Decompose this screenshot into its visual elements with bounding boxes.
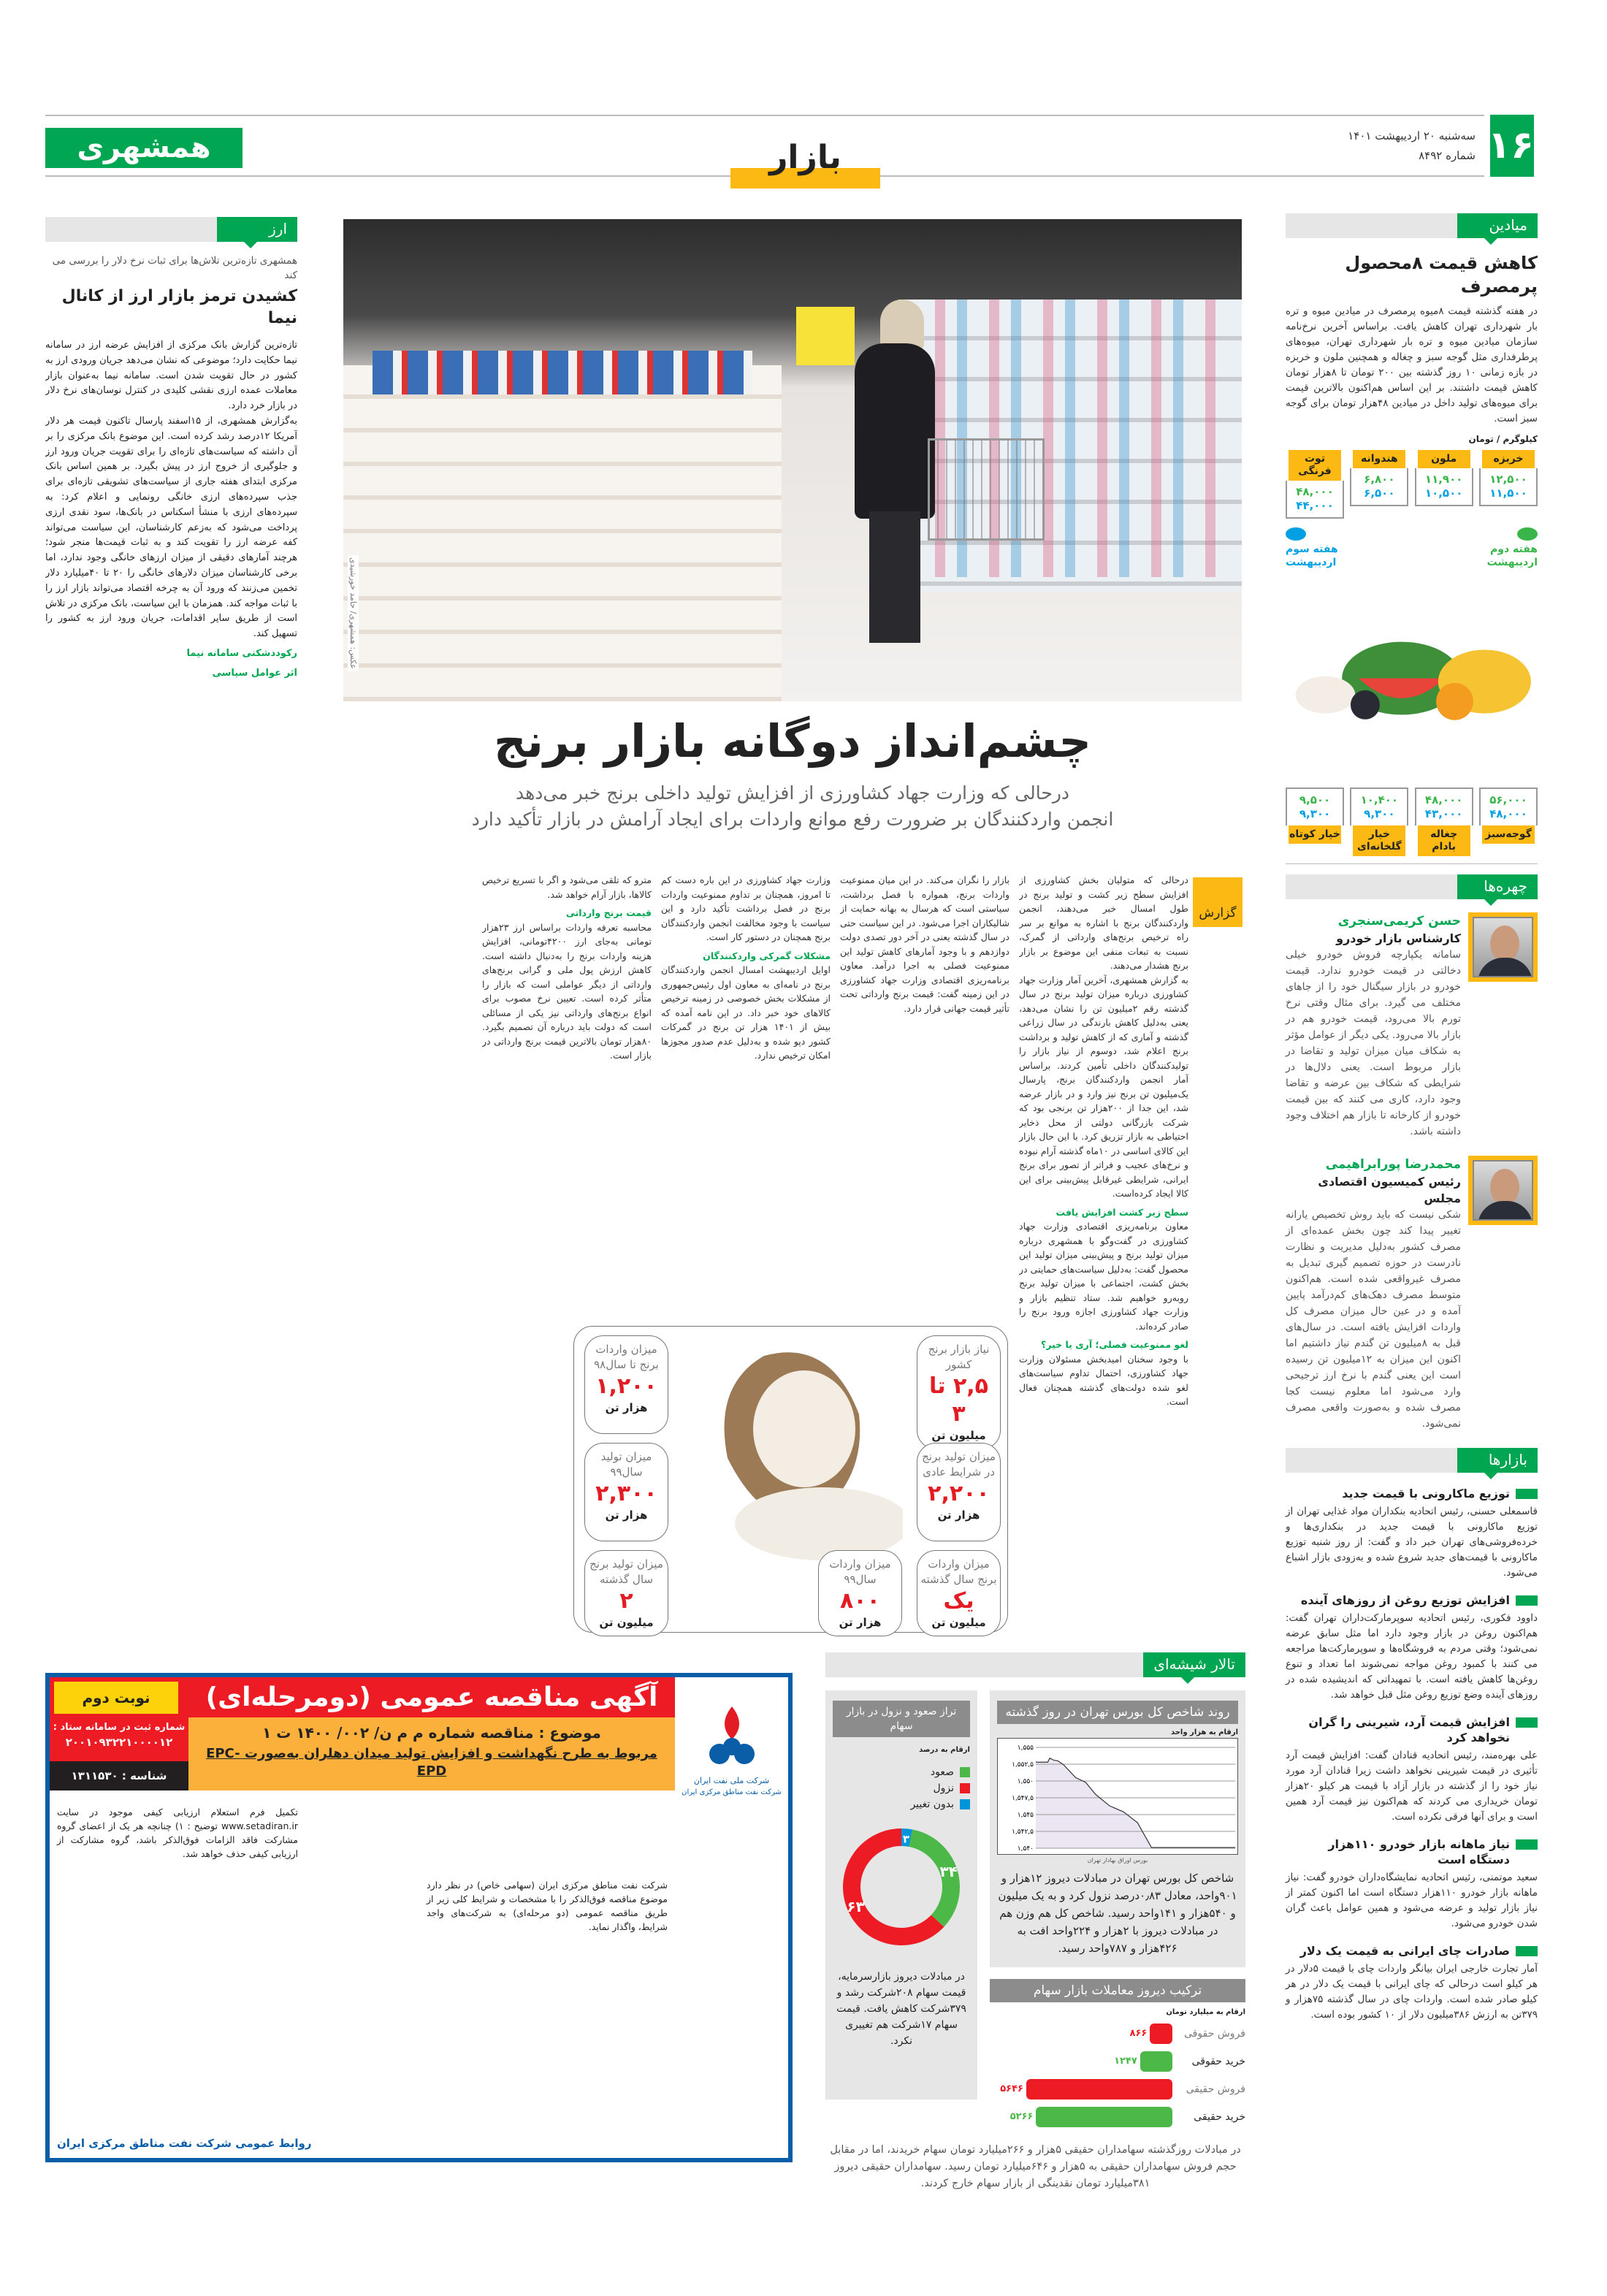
person-quote: شکی نیست که باید روش تخصیص یارانه تغییر پیدا کند چون بخش عمده‌ای از مصرف کشور به‌دلیل مدیریت و نظارت نادرست در حوزه تصمیم گیری تبدیل به مصرف غیرواقعی شده است. هم‌اکنون متوسط مصرف دهک‌های کم‌درآمد پایین آمده و در عین حال میزان مصرف کل واردات افزایش یافته است. در سال‌های قبل به ۸میلیون تن گندم نیاز داشتیم اما اکنون این میزان به ۱۲میلیون تن رسیده است این یعنی گندم با نرخ ارز ترجیحی وارد می‌شود اما معلوم نیست کجا مصرف شده و به‌صورت واقعی مصرف نمی‌شود. <box>1286 1209 1462 1430</box>
avatar-pourebrahimi <box>1468 1156 1538 1225</box>
index-line-chart <box>997 1738 1238 1855</box>
bar-category-label: فروش حقوقی <box>1183 2028 1245 2040</box>
tender-subject: موضوع : مناقصه شماره م م ن/ ۰۰۲/ ۱۴۰۰ ت ۱ <box>262 1724 601 1742</box>
faces-section-bar <box>1286 874 1538 899</box>
currency-subhead: رکوددشکنی سامانه نیما <box>186 647 297 659</box>
fruits-section <box>1286 213 1538 856</box>
y-tick-label: ۱,۵۴۰ <box>1017 1845 1034 1853</box>
bar-value-label: ۱۲۴۷ <box>1114 2056 1137 2067</box>
fruit-name: هندوانه <box>1353 450 1405 468</box>
bar-value-label: ۸۶۶ <box>1129 2028 1148 2039</box>
fruit-price-card <box>1350 787 1408 856</box>
tender-body-right: شرکت نفت مناطق مرکزی ایران (سهامی خاص) در نظر دارد موضوع مناقصه فوق‌الذکر را با مشخصات و شرایط کلی زیر از طریق مناقصه عمومی (دو مرحله‌ای) به شرکت‌های واجد شرایط، واگذار نماید. <box>427 1880 668 1932</box>
market-news-item <box>1286 1593 1538 1703</box>
article-paragraph: بازار را نگران می‌کند. در این میان ممنوعیت واردات برنج، همواره با فصل برداشت، سیاستی است که هرسال به بهانه حمایت از شالیکاران اجرا می‌شود. در این سیاست حتی در سال گذشته یعنی در آخر دور تصدی دولت دوازدهم و با وجود آمارهای کاهش تولید این ممنوعیت فصلی به اجرا درآمد. معاون برنامه‌ریزی اقتصادی وزارت جهاد کشاورزی در این زمینه گفت: قیمت برنج وارداتی تحت تأثیر قیمت جهانی قرار دارد. <box>840 874 1009 1014</box>
article-subhead: لغو ممنوعیت فصلی؛ آری یا خیر؟ <box>1041 1339 1188 1350</box>
bar <box>1036 2107 1172 2127</box>
y-tick-label: ۱,۵۴۲,۵ <box>1012 1828 1034 1836</box>
currency-paragraph: به‌گزارش همشهری، از ۱۵اسفند پارسال تاکنون قیمت هر دلار آمریکا ۱۲درصد رشد کرده است. این موضوع بانک مرکزی را بر آن داشته که سیاست‌های تازه‌ای را برای تقویت جریان ورود ارز و جلوگیری از خروج ارز در پیش بگیرد. بر همین اساس بانک مرکزی ابتدای هفته جاری از سیاست‌های تشویقی تازه‌ای برای جذب سپرده‌های ارزی خانگی رونمایی و اعلام کرد: به سپرده‌های ارزی با منشأ اسکناس در بانک‌ها، سود نقدی ارزی پرداخت می‌شود که به‌زعم کارشناسان، این سیاست می‌تواند کفه عرضه ارز را تقویت کند و به ثبات قیمت‌ها منجر شود؛ هرچند آمارهای دقیقی از میزان ارزهای خانگی وجود ندارد، اما برخی کارشناسان میزان دلارهای خانگی را ۲۰ تا ۴۰میلیارد دلار تخمین می‌زنند که ورود آن به چرخه اقتصاد می‌تواند بازار ارز را با ثبات مواجه کند. همزمان با این سیاست، بانک مرکزی در تلاش است از طریق سایر اقدامات، جریان ورود ارز به کشور را تسهیل کند. <box>45 415 297 640</box>
rice-stat-card <box>917 1335 1001 1449</box>
index-text: شاخص کل بورس تهران در مبادلات دیروز ۱۲هزار و ۹۰۱واحد، معادل ۰٫۸۳درصد نزول کرد و به یک میلیون و ۵۴۰هزار و ۱۴۱واحد رسید. شاخص کل هم وزن هم در مبادلات دیروز با ۲هزار و ۲۲۴واحد افت به ۴۲۶هزار و ۷۸۷واحد رسید. <box>998 1872 1237 1955</box>
market-news-item <box>1286 1486 1538 1581</box>
rice-stat-label: میزان تولید برنج در شرایط عادی <box>922 1450 996 1479</box>
composition-bar-chart <box>990 2018 1245 2132</box>
newspaper-logo[interactable]: همشهری <box>45 128 243 168</box>
logo-line1: شرکت ملی نفت ایران <box>693 1776 770 1785</box>
main-subtitle-line2: انجمن واردکنندگان بر ضرورت رفع موانع واردات برای ایجاد آرامش در بازار تأکید دارد <box>471 809 1114 830</box>
currency-section-tag: ارز <box>217 217 297 242</box>
rice-stat-card <box>818 1550 902 1636</box>
bar-value-label: ۵۶۴۶ <box>1000 2083 1023 2094</box>
fruit-prices-bottom-row <box>1286 787 1538 856</box>
rice-stat-card <box>917 1443 1001 1541</box>
rice-stat-value: ۲ <box>619 1588 633 1614</box>
bar <box>1150 2024 1172 2044</box>
legend-label: نزول <box>933 1782 954 1794</box>
header-top-rule <box>45 115 1484 116</box>
market-news-body: قاسمعلی حسنی، رئیس اتحادیه بنکداران مواد غذایی تهران از توزیع ماکارونی با قیمت جدید در بنکداری‌ها و خرده‌فروشی‌های تهران خبر داد و گفت: از روز شنبه توزیع ماکارونی با قیمت‌های جدید شروع شده و به‌زودی بازار اشباع می‌شود. <box>1286 1506 1538 1579</box>
index-chart-source: بورس اوراق بهادار تهران <box>1087 1857 1148 1864</box>
fruit-name: خیار گلخانه‌ای <box>1353 825 1405 856</box>
market-news-body: علی بهره‌مند، رئیس اتحادیه قنادان گفت: افزایش قیمت آرد تأثیری در قیمت شیرینی نخواهد داشت زیرا قنادان آرد مورد نیاز خود را از گذشته در بازار آزاد با قیمت هر کیلو ۲۰هزار تومان خریداری می کردند که هم‌اکنون نیز قیمت آرد همین است و برای آنها فرقی نکرده است. <box>1286 1750 1538 1823</box>
markets-section-bar <box>1286 1448 1538 1473</box>
rice-stat-value: ۲,۲۰۰ <box>928 1481 990 1506</box>
composition-unit-note: ارقام به میلیارد تومان <box>1166 2008 1245 2016</box>
rice-stat-card <box>584 1550 668 1636</box>
main-subtitle-line1: درحالی که وزارت جهاد کشاورزی از افزایش تولید داخلی برنج خبر می‌دهد <box>515 782 1070 804</box>
currency-paragraph: تازه‌ترین گزارش بانک مرکزی از افزایش عرضه ارز در سامانه نیما حکایت دارد؛ موضوعی که نشان می‌دهد جریان ورودی ارز به کشور در حال تقویت شدن است. سامانه نیما به‌عنوان بازار معاملات عمده ارزی نقشی کلیدی در کنترل نوسان‌های نرخ دلار در بازار خرد دارد. <box>45 340 297 412</box>
tender-subject-box <box>188 1717 675 1790</box>
tender-ad <box>45 1673 793 2162</box>
index-unit-note: ارقام به هزار واحد <box>1170 1728 1238 1736</box>
stocks-charts-row <box>825 1690 1245 2132</box>
page-number: ۱۶ <box>1490 115 1534 177</box>
y-tick-label: ۱,۵۴۷,۵ <box>1012 1795 1034 1802</box>
stocks-section-bar <box>825 1652 1245 1677</box>
fruit-prices <box>1350 468 1408 506</box>
legend-label: صعود <box>930 1766 954 1778</box>
market-news-title[interactable]: افزایش قیمت آرد، شیرینی را گران نخواهد کرد <box>1286 1715 1538 1745</box>
person-quote: سامانه یکپارچه فروش خودرو خیلی دخالتی در قیمت خودرو ندارد. قیمت خودرو در بازار سیگنال خود را از جاهای مختلف می گیرد. برای مثال وقتی نرخ تورم بالا می‌رود، قیمت خودرو هم در بازار بالا می‌رود. یکی دیگر از عوامل مؤثر به شکاف میان میزان تولید و تقاضا در بازار مربوط است. یعنی دلال‌ها در شرایطی که شکاف بین عرضه و تقاضا وجود دارد، کاری می کنند که بین قیمت خودرو از کارخانه تا بازار هم اختلاف وجود داشته باشد. <box>1286 949 1461 1137</box>
legend-swatch <box>960 1783 970 1793</box>
rice-stat-value: ۲,۵ تا ۳ <box>928 1373 988 1427</box>
fruit-name: خربزه <box>1482 450 1535 468</box>
fruit-price-card <box>1415 450 1473 506</box>
fruit-price-card <box>1479 450 1538 506</box>
market-news-title[interactable]: صادرات چای ایرانی به قیمت یک دلار <box>1286 1943 1538 1959</box>
week2-price: ۱۲,۵۰۰ <box>1489 473 1527 486</box>
week2-price: ۶,۸۰۰ <box>1364 473 1395 486</box>
donut-label: ۳ <box>902 1832 909 1846</box>
stocks-section-tag: تالار شیشه‌ای <box>1143 1652 1245 1677</box>
article-column-1 <box>1019 873 1188 1625</box>
article-subhead: قیمت برنج وارداتی <box>565 907 652 918</box>
nioc-logo <box>675 1677 788 1864</box>
y-tick-label: ۱,۵۴۵ <box>1017 1812 1034 1819</box>
section-title: بازار <box>769 139 841 176</box>
report-label: گزارش <box>1193 877 1243 927</box>
bar-value-label: ۵۲۶۶ <box>1009 2111 1034 2122</box>
stocks-section <box>825 1690 1245 2192</box>
market-news-title[interactable]: افزایش توزیع روغن از روزهای آینده <box>1286 1593 1538 1608</box>
rice-sack-illustration <box>684 1341 903 1568</box>
right-column-lower <box>1286 874 1538 2034</box>
person-role: رئیس کمیسیون اقتصادی مجلس <box>1318 1175 1461 1205</box>
article-paragraph: مترو که تلقی می‌شود و اگر با تسریع ترخیص کالاها، بازار آرام خواهد شد. <box>482 874 652 900</box>
rice-stat-label: میزان تولید سال۹۹ <box>600 1450 652 1479</box>
article-column-2 <box>840 873 1009 1311</box>
article-paragraph: با وجود سخنان امیدبخش مسئولان وزارت جهاد کشاورزی، احتمال تداوم سیاست‌های لغو شده دولت‌های گذشته همچنان فعال است. <box>1019 1353 1188 1407</box>
index-panel <box>990 1690 1245 1967</box>
rice-stat-label: میزان واردات برنج سال گذشته <box>920 1557 997 1586</box>
article-paragraph: معاون برنامه‌ریزی اقتصادی وزارت جهاد کشاورزی در گفت‌وگو با همشهری درباره میزان تولید برنج و پیش‌بینی میزان تولید این محصول گفت: به‌دلیل سیاست‌های حمایتی در بخش کشت، اجتماعی با میزان تولید برنج روبه‌رو خواهیم شد. ستاد تنظیم بازار و وزارت جهاد کشاورزی اجازه ورود برنج را صادر کرده‌اند. <box>1019 1221 1188 1332</box>
composition-panel <box>990 1979 1245 2132</box>
article-paragraph: اوایل اردیبهشت امسال انجمن واردکنندگان برنج در نامه‌ای به معاون اول رئیس‌جمهوری از مشکلات بخش خصوصی در زمینه ترخیص کالاهای خود خبر داد. در این نامه آمده که بیش از ۱۴۰۱ هزار تن برنج در گمرکات کشور دپو شده و به‌دلیل عدم صدور مجوزها امکان ترخیص ندارد. <box>661 964 831 1061</box>
week2-price: ۴۸,۰۰۰ <box>1424 793 1463 806</box>
market-news-item <box>1286 1715 1538 1825</box>
currency-section <box>45 217 297 1631</box>
tender-id: شناسه : ۱۳۱۱۵۳۰ <box>50 1761 188 1790</box>
week2-price: ۴۸,۰۰۰ <box>1296 485 1334 498</box>
person-karimi-text <box>1286 912 1461 1140</box>
article-paragraph: درحالی که متولیان بخش کشاورزی از افزایش سطح زیر کشت و تولید برنج در طول امسال خبر می‌دهند، انجمن واردکنندگان برنج با اشاره به موانع بر سر راه ترخیص برنج‌های وارداتی از گمرک، نسبت به تبعات منفی این موضوع بر بازار برنج هشدار می‌دهند. <box>1019 874 1188 971</box>
rice-stat-label: میزان واردات برنج تا سال۹۸ <box>594 1343 659 1371</box>
rice-stat-label: میزان واردات سال۹۹ <box>829 1557 891 1586</box>
fruit-prices <box>1350 787 1408 825</box>
rice-stat-unit: میلیون تن <box>599 1616 654 1629</box>
week3-price: ۶,۵۰۰ <box>1364 487 1395 500</box>
fruits-section-tag: میادین <box>1457 213 1538 238</box>
bar-category-label: فروش حقیقی <box>1186 2083 1245 2095</box>
fruits-legend <box>1286 527 1538 569</box>
currency-subhead: اثر عوامل سیاسی <box>212 667 297 679</box>
fruit-prices-top-row <box>1286 450 1538 519</box>
week2-price: ۱۱,۹۰۰ <box>1424 473 1463 486</box>
article-subhead: مشکلات گمرکی واردکنندگان <box>703 950 831 961</box>
rice-store-photo <box>343 219 1242 701</box>
bar <box>1026 2079 1172 2099</box>
fruits-unit: کیلوگرم / تومان <box>1468 434 1538 444</box>
fruit-price-card <box>1286 787 1344 844</box>
divider <box>1286 863 1538 864</box>
fruit-prices <box>1286 787 1344 825</box>
tender-round: نوبت دوم <box>54 1682 178 1714</box>
setad-label: شماره ثبت در سامانه ستاد : <box>53 1722 186 1733</box>
tender-project: مربوط به طرح نگهداشت و افزایش تولید میدان دهلران به‌صورت EPC-EPD <box>206 1746 657 1779</box>
fruit-name: خیار کوتاه <box>1289 825 1341 844</box>
breadth-panel <box>825 1690 977 2099</box>
breadth-unit-note: ارقام به درصد <box>919 1746 970 1754</box>
market-news-title[interactable]: توزیع ماکارونی با قیمت جدید <box>1286 1486 1538 1501</box>
market-news-title[interactable]: نیاز ماهانه بازار خودرو ۱۱۰هزار دستگاه است <box>1286 1837 1538 1867</box>
breadth-chart-title: تراز صعود و نزول در بازار سهام <box>833 1701 970 1737</box>
rice-stat-unit: هزار تن <box>937 1509 980 1522</box>
week3-legend: هفته سوم اردیبهشت <box>1286 544 1338 568</box>
fruit-price-card <box>1415 787 1473 856</box>
week3-price: ۱۰,۵۰۰ <box>1424 487 1463 500</box>
fruit-prices <box>1286 481 1344 519</box>
legend-swatch <box>960 1799 970 1809</box>
week3-price: ۴۴,۰۰۰ <box>1296 499 1334 512</box>
week2-legend-dot <box>1517 527 1538 541</box>
fruit-prices <box>1479 468 1538 506</box>
fruit-prices <box>1415 787 1473 825</box>
issue-number: شماره ۸۴۹۲ <box>1419 149 1476 162</box>
fruit-name: چغاله بادام <box>1418 825 1470 856</box>
fruit-prices <box>1479 787 1538 825</box>
rice-stat-value: یک <box>943 1588 974 1614</box>
y-tick-label: ۱,۵۵۲,۵ <box>1012 1761 1034 1769</box>
currency-kicker: همشهری تازه‌ترین تلاش‌ها برای ثبات نرخ دلار را بررسی می کند <box>52 255 297 281</box>
article-paragraph: وزارت جهاد کشاورزی در این باره دست کم تا امروز، همچنان بر تداوم ممنوعیت واردات برنج در فصل برداشت تأکید دارد و این سیاست با وجود مخالفت انجمن واردکنندگان برنج همچنان در دستور کار است. <box>661 874 831 942</box>
week2-price: ۱۰,۴۰۰ <box>1360 793 1399 806</box>
article-column-3 <box>661 873 831 1311</box>
legend-item <box>833 1766 970 1779</box>
y-tick-label: ۱,۵۵۰ <box>1017 1778 1034 1785</box>
rice-stat-card <box>917 1550 1001 1636</box>
composition-text: در مبادلات روزگذشته سهامداران حقیقی ۵هزار و ۲۶۶میلیارد تومان سهام خریدند، اما در مقابل حجم فروش سهامداران حقیقی به ۵هزار و ۶۴۶میلیارد تومان رسید. سهامداران حقیقی دیروز ۳۸۱میلیارد تومان نقدینگی از بازار سهام خارج کردند. <box>830 2144 1241 2189</box>
fruits-section-bar <box>1286 213 1538 238</box>
rice-stat-card <box>584 1443 668 1541</box>
tender-body-left: تکمیل فرم استعلام ارزیابی کیفی موجود در سایت www.setadiran.ir توضیح : ۱) چنانچه هر یک از اعضای گروه مشارکت فاقد الزامات فوق‌الذکر باشد، گروه مشارکت از ارزیابی کیفی حذف خواهد شد. <box>57 1807 298 1859</box>
issue-date: سه‌شنبه ۲۰ اردیبهشت ۱۴۰۱ <box>1348 129 1476 142</box>
person-karimi <box>1286 912 1538 1140</box>
bar-category-label: خرید حقوقی <box>1191 2056 1245 2067</box>
fruits-body: در هفته گذشته قیمت ۸میوه پرمصرف در میادین میوه و تره بار شهرداری تهران کاهش یافت. براساس آخرین نرخ‌نامه سازمان میادین میوه و تره بار شهرداری تهران، میوه‌های پرطرفداری مثل گوجه سبز و چغاله و همچنین ملون و خربزه در بازه زمانی ۱۰ روز گذشته بین ۲۰۰ تومان تا ۸هزار تومان کاهش قیمت داشتند. بر این اساس هم‌اکنون بالاترین قیمت برای میوه‌های تولید داخل در میادین ۴۸هزار تومان برای گوجه سبز است. <box>1286 305 1538 424</box>
fruits-illustration <box>1286 569 1538 787</box>
rice-stat-unit: هزار تن <box>605 1401 648 1414</box>
article-paragraph: محاسبه تعرفه واردات براساس ارز ۲۳هزار تومانی به‌جای ارز ۴۲۰۰تومانی، افزایش هزینه واردات برنج را به‌دنبال داشته است. کاهش ارزش پول ملی و گرانی برنج‌های وارداتی از دیگر عواملی است که بازار را متأثر کرده است. تعیین نرخ مصوب برای انواع برنج‌های وارداتی نیز یکی از مسائلی است که دولت باید درباره آن تصمیم بگیرد. ۸۰هزار تومان بالاترین قیمت برنج وارداتی در بازار است. <box>482 921 652 1061</box>
currency-title: کشیدن ترمز بازار ارز از کانال نیما <box>61 287 297 327</box>
markets-section-tag: بازارها <box>1457 1448 1538 1473</box>
breadth-donut-chart <box>833 1814 970 1960</box>
fruit-price-card <box>1286 450 1344 519</box>
article-column-4 <box>482 873 652 1311</box>
article-subhead: سطح زیر کشت افزایش یافت <box>1056 1206 1188 1218</box>
week3-price: ۴۸,۰۰۰ <box>1489 807 1527 820</box>
fruits-title: کاهش قیمت ۸محصول پرمصرف <box>1345 253 1538 297</box>
rice-stat-label: میزان تولید برنج سال گذشته <box>589 1557 663 1586</box>
markets-list <box>1286 1486 1538 2023</box>
week2-price: ۹,۵۰۰ <box>1299 793 1331 806</box>
person-pourebrahimi <box>1286 1156 1538 1432</box>
person-name: محمدرضا پورابراهیمی <box>1325 1157 1461 1172</box>
week3-legend-dot <box>1286 527 1306 541</box>
person-role: کارشناس بازار خودرو <box>1336 931 1461 945</box>
photo-credit: عکس: همشهری/ حامد خورشیدی <box>348 555 359 671</box>
rice-stat-value: ۸۰۰ <box>840 1588 880 1614</box>
rice-stat-unit: میلیون تن <box>931 1616 986 1629</box>
setad-number: ۲۰۰۱۰۹۳۲۲۱۰۰۰۰۱۲ <box>65 1736 173 1749</box>
legend-item <box>833 1782 970 1795</box>
week2-legend: هفته دوم اردیبهشت <box>1486 544 1538 568</box>
fruit-price-card <box>1479 787 1538 844</box>
index-area <box>1036 1758 1235 1848</box>
week2-legend-item <box>1457 527 1538 569</box>
fruit-name: گوجه‌سبز <box>1482 825 1535 844</box>
week3-price: ۹,۳۰۰ <box>1364 807 1395 820</box>
rice-stat-value: ۱,۲۰۰ <box>595 1373 657 1399</box>
stocks-right-stack <box>990 1690 1245 2132</box>
fruit-price-card <box>1350 450 1408 506</box>
fruit-prices <box>1415 468 1473 506</box>
fruit-name: ملون <box>1418 450 1470 468</box>
index-chart-title: روند شاخص کل بورس تهران در روز گذشته <box>997 1701 1238 1724</box>
tender-footer: روابط عمومی شرکت نفت مناطق مرکزی ایران <box>57 2137 312 2150</box>
rice-stat-value: ۲,۳۰۰ <box>595 1481 657 1506</box>
market-news-item <box>1286 1837 1538 1931</box>
fruit-name: توت فرنگی <box>1289 450 1341 481</box>
logo-line2: شرکت نفت مناطق مرکزی ایران <box>682 1788 782 1796</box>
week3-price: ۹,۳۰۰ <box>1299 807 1331 820</box>
setad-number-box <box>50 1717 188 1761</box>
week3-price: ۴۳,۰۰۰ <box>1424 807 1463 820</box>
week2-price: ۵۶,۰۰۰ <box>1489 793 1527 806</box>
article-paragraph: به گزارش همشهری، آخرین آمار وزارت جهاد کشاورزی درباره میزان تولید برنج در سال گذشته رقم ۲میلیون تن را نشان می‌دهد، یعنی به‌دلیل کاهش بارندگی در سال زراعی گذشته و آماری که از کاهش تولید و برداشت برنج اعلام شد، دوسوم از نیاز بازار را تولیدکنندگان داخلی تأمین کردند. براساس آمار انجمن واردکنندگان برنج، پارسال یک‌میلیون تن برنج نیز وارد و در بازار عرضه شد، این جدا از ۲۰۰هزار تن برنجی بود که شرکت بازرگانی دولتی از محل ذخایر احتیاطی به بازار تزریق کرد. با این حال بازار این کالای اساسی در ۱۰ماه گذشته آرام نبوده و نرخ‌های عجیب و فراتر از تصور برای برنج ایرانی، شرایطی غیرقابل پیش‌بینی برای این کالا ایجاد کرده‌است. <box>1019 974 1188 1199</box>
person-name: حسن کریمی‌سنجری <box>1337 914 1461 928</box>
y-tick-label: ۱,۵۵۵ <box>1017 1744 1034 1752</box>
legend-label: بدون تغییر <box>910 1799 954 1810</box>
breadth-text: در مبادلات دیروز بازارسرمایه، قیمت سهام ۲۰۸شرکت رشد و ۳۷۹شرکت کاهش یافت. قیمت سهام ۱۷شرکت هم تغییری نکرد. <box>836 1971 966 2047</box>
breadth-legend <box>833 1766 970 1811</box>
market-news-body: آمار تجارت خارجی ایران بیانگر واردات چای با قیمت ۵دلار در هر کیلو است درحالی که چای ایرانی با قیمت یک دلار در هر کیلو صادر شده است. واردات چای در سال گذشته ۷۵هزار و ۳۷۹تن به ارزش ۳۸۶میلیون دلار از ۱۰ کشور بوده است. <box>1286 1963 1538 2021</box>
rice-stat-unit: هزار تن <box>839 1616 882 1629</box>
bar-category-label: خرید حقیقی <box>1194 2111 1245 2123</box>
donut-label: ۳۴ <box>939 1862 958 1880</box>
avatar-karimi <box>1468 912 1538 982</box>
main-subtitle <box>343 780 1242 833</box>
market-news-item <box>1286 1943 1538 2023</box>
tender-title: آگهی مناقصه عمومی (دومرحله‌ای) <box>188 1677 675 1717</box>
legend-swatch <box>960 1767 970 1777</box>
main-headline: چشم‌انداز دوگانه بازار برنج <box>493 714 1092 768</box>
rice-stat-unit: میلیون تن <box>931 1429 986 1442</box>
market-news-body: داوود فکوری، رئیس اتحادیه سوپرمارکت‌داران تهران گفت: هم‌اکنون روغن در بازار وجود دارد اما مثل سابق عرضه نمی‌شود؛ وقتی مردم به فروشگاه‌ها و سوپرمارکت‌ها مراجعه می کنند با کمبود روغن مواجه نمی‌شوند اما تعداد و تنوع روغن‌ها کاهش یافته است. با تمهیداتی که اندیشیده شده در روزهای آینده وضع توزیع روغن مثل قبل خواهد شد. <box>1286 1612 1538 1701</box>
rice-stat-label: نیاز بازار برنج کشور <box>928 1343 990 1371</box>
legend-item <box>833 1798 970 1811</box>
faces-section-tag: چهره‌ها <box>1457 874 1538 899</box>
rice-stat-unit: هزار تن <box>605 1509 648 1522</box>
currency-body <box>45 338 297 682</box>
composition-chart-title: ترکیب دیروز معاملات بازار سهام <box>990 1979 1245 2002</box>
currency-section-bar <box>45 217 297 242</box>
week3-legend-item <box>1286 527 1366 569</box>
person-pourebrahimi-text <box>1286 1156 1461 1432</box>
bar <box>1140 2051 1172 2072</box>
week3-price: ۱۱,۵۰۰ <box>1489 487 1527 500</box>
market-news-body: سعید موتمنی، رئیس اتحادیه نمایشگاه‌داران خودرو گفت: نیاز ماهانه بازار خودرو ۱۱۰هزار دستگاه است اما اکنون کمتر از نیاز بازار تولید و عرضه می‌شود و همین عوامل باعث گران شدن خودرو می‌شود. <box>1286 1872 1538 1929</box>
donut-label: ۶۳ <box>847 1898 865 1916</box>
rice-stat-card <box>584 1335 668 1434</box>
article-column-5 <box>343 873 475 1618</box>
